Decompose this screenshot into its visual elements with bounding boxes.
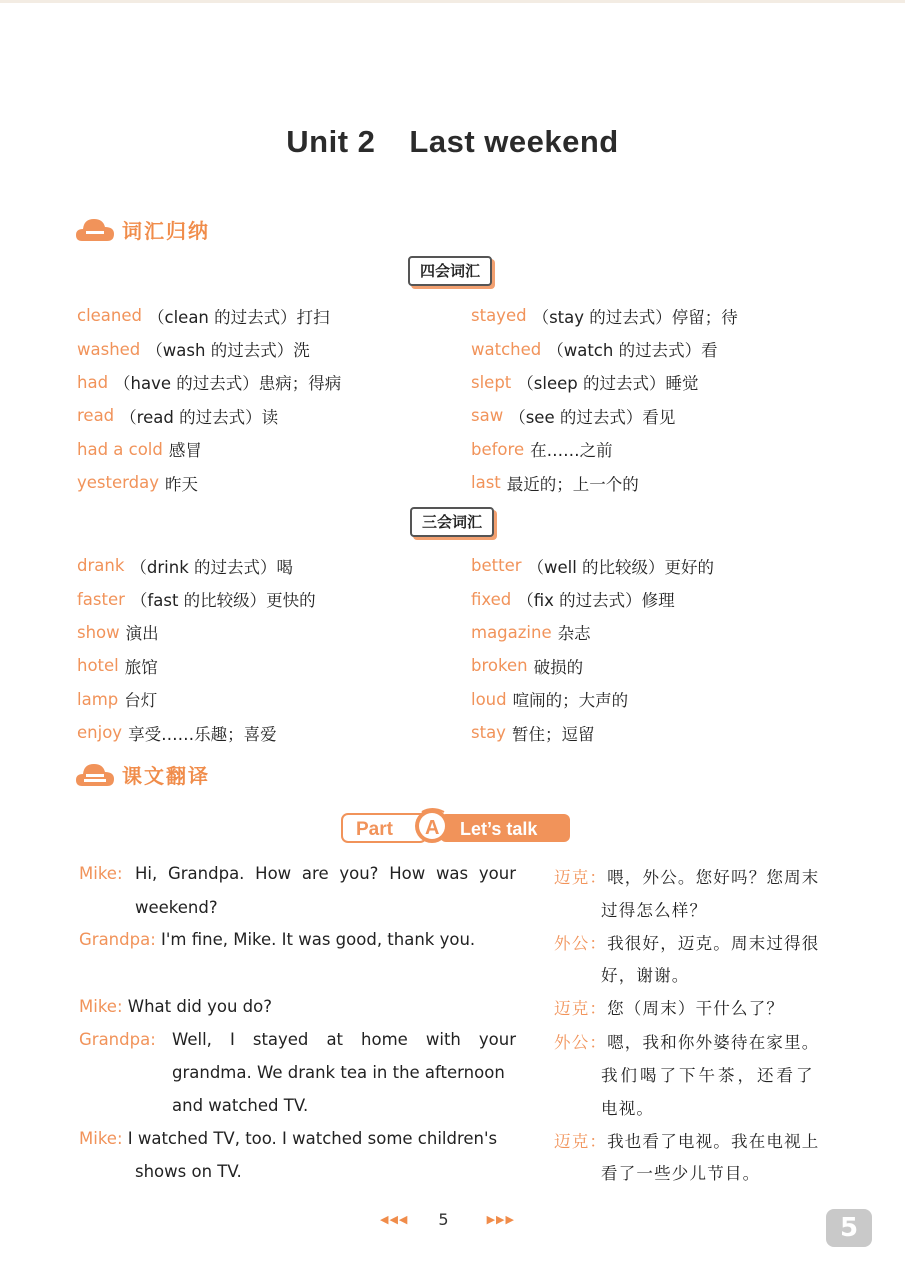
vocab-item: stayed （stay 的过去式）停留；待 xyxy=(471,306,738,327)
vocab-item: yesterday 昨天 xyxy=(77,473,198,494)
vocab-item: broken 破损的 xyxy=(471,656,584,677)
unit-number: Unit 2 xyxy=(286,124,376,159)
top-rule xyxy=(0,0,905,3)
vocab-item: lamp 台灯 xyxy=(77,689,158,711)
vocab-item: slept （sleep 的过去式）睡觉 xyxy=(471,372,699,394)
vocab-item: loud 喧闹的；大声的 xyxy=(471,689,629,711)
section-vocab-label: 词汇归纳 xyxy=(122,218,210,243)
four-skill-left xyxy=(77,299,341,499)
cloud-one-icon xyxy=(76,215,116,243)
part-letter: A xyxy=(425,817,440,839)
vocab-item: enjoy 享受……乐趣；喜爱 xyxy=(77,723,277,744)
translation-line: 我们喝了下午茶，还看了 xyxy=(601,1066,816,1085)
four-skill-right xyxy=(471,299,738,499)
page-title xyxy=(0,124,905,160)
vocab-item: show 演出 xyxy=(77,622,159,644)
section-translation-label: 课文翻译 xyxy=(122,763,210,788)
section-vocab-header xyxy=(76,214,210,244)
vocab-item: stay 暂住；逗留 xyxy=(471,723,595,744)
translation-line: 外公：嗯，我和你外婆待在家里。 xyxy=(554,1033,820,1052)
dialogue-line: and watched TV. xyxy=(172,1096,309,1115)
dialogue-line: Mike: Hi, Grandpa. How are you? How was your xyxy=(79,864,516,883)
translation-line: 外公：我很好，迈克。周末过得很 xyxy=(554,934,820,953)
page-footer xyxy=(380,1210,515,1229)
part-subtitle: Let’s talk xyxy=(460,819,538,839)
left-arrows-icon: ◀◀◀ xyxy=(380,1213,409,1226)
translation-line: 过得怎么样？ xyxy=(601,901,708,920)
dialogue-line: weekend? xyxy=(135,898,218,917)
translation-line: 迈克：喂，外公。您好吗？您周末 xyxy=(554,868,820,887)
vocab-item: watched （watch 的过去式）看 xyxy=(471,339,718,361)
vocab-item: faster （fast 的比较级）更快的 xyxy=(77,589,316,611)
vocab-item: drank （drink 的过去式）喝 xyxy=(77,556,293,577)
vocab-item: hotel 旅馆 xyxy=(77,656,158,677)
vocab-item: magazine 杂志 xyxy=(471,622,591,644)
section-translation-header xyxy=(76,759,210,789)
three-skill-right xyxy=(471,549,714,749)
vocab-item: last 最近的；上一个的 xyxy=(471,473,639,494)
part-word: Part xyxy=(356,819,393,840)
vocab-item: washed （wash 的过去式）洗 xyxy=(77,339,310,361)
vocab-item: read （read 的过去式）读 xyxy=(77,406,279,427)
translation-line: 好，谢谢。 xyxy=(601,966,690,985)
translation-line: 看了一些少儿节目。 xyxy=(601,1164,761,1183)
dialogue-line: Grandpa: I'm fine, Mike. It was good, thank you. xyxy=(79,930,476,949)
translation-line: 迈克：您（周末）干什么了？ xyxy=(554,999,785,1018)
page-number: 5 xyxy=(438,1210,449,1229)
page-corner-badge: 5 xyxy=(826,1209,872,1247)
vocab-item: had （have 的过去式）患病；得病 xyxy=(77,372,342,394)
translation-line: 电视。 xyxy=(601,1099,655,1118)
dialogue-line: shows on TV. xyxy=(135,1162,242,1181)
three-skill-left xyxy=(77,549,316,749)
vocab-item: saw （see 的过去式）看见 xyxy=(471,406,676,427)
three-skill-badge: 三会词汇 xyxy=(410,507,494,537)
dialogue-line: Mike: What did you do? xyxy=(79,997,273,1016)
right-arrows-icon: ▶▶▶ xyxy=(486,1213,515,1226)
vocab-item: fixed （fix 的过去式）修理 xyxy=(471,589,675,611)
vocab-item: before 在……之前 xyxy=(471,439,613,461)
dialogue-line: Mike: I watched TV, too. I watched some children's xyxy=(79,1129,498,1148)
vocab-item: cleaned （clean 的过去式）打扫 xyxy=(77,306,330,327)
translation-line: 迈克：我也看了电视。我在电视上 xyxy=(554,1132,820,1151)
part-a-banner xyxy=(340,806,572,846)
cloud-two-icon xyxy=(76,760,116,788)
unit-name: Last weekend xyxy=(409,124,619,159)
vocab-item: better （well 的比较级）更好的 xyxy=(471,556,715,577)
vocab-item: had a cold 感冒 xyxy=(77,439,202,461)
dialogue-line: Grandpa: Well, I stayed at home with your xyxy=(79,1030,516,1049)
four-skill-badge: 四会词汇 xyxy=(408,256,492,286)
dialogue-line: grandma. We drank tea in the afternoon xyxy=(172,1063,505,1082)
